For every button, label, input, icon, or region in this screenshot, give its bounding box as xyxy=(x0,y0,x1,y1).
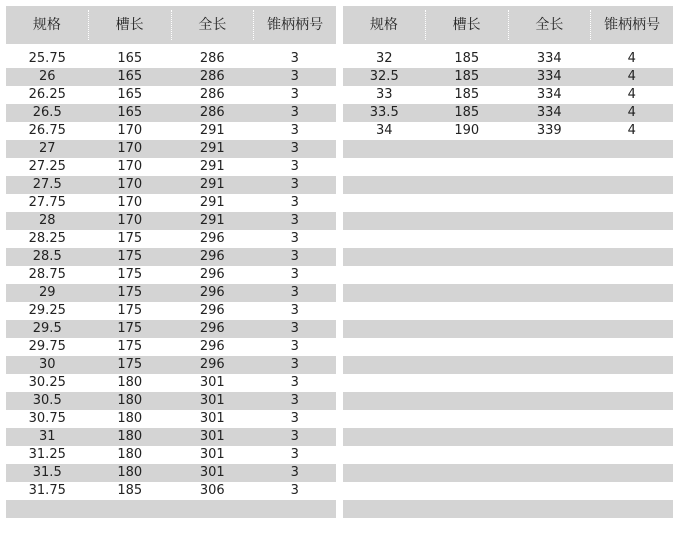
cell-taper-shank-no: 3 xyxy=(290,447,299,462)
cell-flute-length xyxy=(426,284,509,302)
cell-overall-length xyxy=(508,482,591,500)
cell-overall-length: 296 xyxy=(199,231,225,246)
cell-taper-shank-no xyxy=(591,464,674,482)
cell-flute-length: 185 xyxy=(454,105,480,120)
cell-flute-length xyxy=(426,248,509,266)
table-row xyxy=(343,68,673,86)
table-row xyxy=(6,446,336,464)
cell-overall-length xyxy=(508,446,591,464)
cell-overall-length: 301 xyxy=(199,375,225,390)
table-row xyxy=(6,302,336,320)
cell-spec: 31.25 xyxy=(28,447,66,462)
table-body xyxy=(6,50,336,518)
cell-flute-length xyxy=(426,338,509,356)
cell-overall-length: 286 xyxy=(199,51,225,66)
cell-spec xyxy=(343,482,426,500)
cell-spec xyxy=(343,338,426,356)
cell-spec: 30.25 xyxy=(28,375,66,390)
cell-taper-shank-no: 3 xyxy=(290,285,299,300)
cell-taper-shank-no: 3 xyxy=(290,69,299,84)
cell-flute-length: 170 xyxy=(117,159,143,174)
cell-spec xyxy=(343,284,426,302)
cell-overall-length: 301 xyxy=(199,465,225,480)
cell-spec: 33.5 xyxy=(369,105,399,120)
cell-flute-length: 175 xyxy=(117,303,143,318)
cell-spec: 32 xyxy=(375,51,393,66)
cell-taper-shank-no xyxy=(591,266,674,284)
cell-flute-length: 175 xyxy=(117,321,143,336)
cell-taper-shank-no xyxy=(591,176,674,194)
header-spec: 规格 xyxy=(6,10,89,40)
cell-taper-shank-no: 3 xyxy=(290,303,299,318)
table-row xyxy=(6,266,336,284)
table-row xyxy=(6,464,336,482)
cell-overall-length xyxy=(171,500,254,518)
cell-overall-length: 334 xyxy=(536,105,562,120)
cell-flute-length: 170 xyxy=(117,177,143,192)
cell-overall-length xyxy=(508,410,591,428)
cell-taper-shank-no: 3 xyxy=(290,411,299,426)
cell-spec: 28.25 xyxy=(28,231,66,246)
table-row xyxy=(6,428,336,446)
cell-overall-length: 291 xyxy=(199,141,225,156)
cell-flute-length xyxy=(426,230,509,248)
table-row xyxy=(343,428,673,446)
table-row xyxy=(6,50,336,68)
table-row xyxy=(6,104,336,122)
cell-taper-shank-no: 3 xyxy=(290,159,299,174)
header-taper-shank-no: 锥柄柄号 xyxy=(267,17,324,33)
cell-flute-length: 170 xyxy=(117,123,143,138)
cell-taper-shank-no: 3 xyxy=(290,195,299,210)
cell-overall-length: 334 xyxy=(536,51,562,66)
cell-spec: 26.75 xyxy=(28,123,66,138)
cell-taper-shank-no xyxy=(591,356,674,374)
cell-taper-shank-no: 3 xyxy=(290,483,299,498)
cell-taper-shank-no xyxy=(591,284,674,302)
cell-flute-length xyxy=(426,176,509,194)
cell-overall-length: 296 xyxy=(199,285,225,300)
cell-taper-shank-no xyxy=(591,500,674,518)
cell-spec: 29.75 xyxy=(28,339,66,354)
table-row xyxy=(343,176,673,194)
cell-flute-length xyxy=(426,500,509,518)
cell-flute-length: 180 xyxy=(117,447,143,462)
cell-flute-length: 165 xyxy=(117,69,143,84)
cell-spec xyxy=(6,500,89,518)
cell-spec: 28.75 xyxy=(28,267,66,282)
cell-flute-length: 185 xyxy=(454,69,480,84)
table-header xyxy=(6,6,336,44)
cell-spec: 27.5 xyxy=(32,177,62,192)
cell-spec xyxy=(343,194,426,212)
cell-spec xyxy=(343,464,426,482)
cell-overall-length xyxy=(508,356,591,374)
table-row xyxy=(343,482,673,500)
cell-spec: 28 xyxy=(38,213,56,228)
cell-overall-length: 296 xyxy=(199,357,225,372)
cell-spec xyxy=(343,392,426,410)
table-row xyxy=(343,284,673,302)
table-row xyxy=(343,158,673,176)
cell-flute-length: 180 xyxy=(117,429,143,444)
cell-overall-length: 286 xyxy=(199,69,225,84)
cell-taper-shank-no: 3 xyxy=(290,465,299,480)
cell-spec: 31 xyxy=(38,429,56,444)
cell-overall-length xyxy=(508,266,591,284)
table-row xyxy=(6,140,336,158)
cell-flute-length xyxy=(426,428,509,446)
table-row xyxy=(343,338,673,356)
cell-taper-shank-no xyxy=(591,482,674,500)
table-row xyxy=(6,374,336,392)
cell-flute-length: 180 xyxy=(117,393,143,408)
cell-spec: 34 xyxy=(375,123,393,138)
cell-taper-shank-no xyxy=(591,410,674,428)
cell-spec: 26.25 xyxy=(28,87,66,102)
cell-spec: 27.75 xyxy=(28,195,66,210)
table-row xyxy=(6,482,336,500)
cell-overall-length xyxy=(508,212,591,230)
table-row xyxy=(6,176,336,194)
cell-flute-length xyxy=(426,356,509,374)
cell-spec xyxy=(343,356,426,374)
cell-overall-length xyxy=(508,140,591,158)
table-row xyxy=(6,212,336,230)
cell-overall-length: 334 xyxy=(536,87,562,102)
cell-flute-length xyxy=(89,500,172,518)
cell-spec: 26.5 xyxy=(32,105,62,120)
cell-flute-length xyxy=(426,446,509,464)
table-row xyxy=(6,338,336,356)
cell-flute-length xyxy=(426,194,509,212)
cell-flute-length xyxy=(426,302,509,320)
cell-flute-length: 170 xyxy=(117,141,143,156)
table-row xyxy=(6,392,336,410)
cell-overall-length: 291 xyxy=(199,123,225,138)
cell-overall-length: 306 xyxy=(199,483,225,498)
table-row xyxy=(6,158,336,176)
cell-taper-shank-no xyxy=(591,392,674,410)
cell-overall-length: 296 xyxy=(199,339,225,354)
table-row xyxy=(343,392,673,410)
cell-flute-length xyxy=(426,392,509,410)
table-row xyxy=(343,212,673,230)
cell-flute-length: 175 xyxy=(117,231,143,246)
cell-taper-shank-no: 4 xyxy=(627,51,636,66)
table-row xyxy=(343,410,673,428)
cell-flute-length: 175 xyxy=(117,267,143,282)
table-row xyxy=(343,446,673,464)
cell-taper-shank-no xyxy=(254,500,337,518)
table-row xyxy=(343,464,673,482)
cell-flute-length: 175 xyxy=(117,339,143,354)
cell-taper-shank-no: 4 xyxy=(627,123,636,138)
cell-flute-length xyxy=(426,158,509,176)
cell-flute-length xyxy=(426,140,509,158)
table-row xyxy=(343,122,673,140)
cell-overall-length: 291 xyxy=(199,159,225,174)
cell-overall-length: 291 xyxy=(199,213,225,228)
cell-spec: 27.25 xyxy=(28,159,66,174)
right-spec-table xyxy=(343,6,673,518)
table-row xyxy=(343,320,673,338)
cell-flute-length xyxy=(426,410,509,428)
cell-spec: 27 xyxy=(38,141,56,156)
cell-taper-shank-no: 3 xyxy=(290,141,299,156)
cell-spec xyxy=(343,302,426,320)
cell-spec xyxy=(343,266,426,284)
header-taper-shank-no: 锥柄柄号 xyxy=(604,17,661,33)
header-spec: 规格 xyxy=(343,10,426,40)
cell-overall-length xyxy=(508,284,591,302)
cell-spec: 29.5 xyxy=(32,321,62,336)
cell-spec: 29.25 xyxy=(28,303,66,318)
cell-overall-length: 339 xyxy=(536,123,562,138)
cell-overall-length xyxy=(508,176,591,194)
cell-overall-length: 291 xyxy=(199,195,225,210)
cell-taper-shank-no: 4 xyxy=(627,87,636,102)
table-row xyxy=(6,248,336,266)
cell-overall-length: 286 xyxy=(199,87,225,102)
cell-taper-shank-no: 3 xyxy=(290,51,299,66)
cell-overall-length: 301 xyxy=(199,411,225,426)
cell-spec xyxy=(343,500,426,518)
cell-overall-length xyxy=(508,320,591,338)
cell-spec: 25.75 xyxy=(28,51,66,66)
cell-spec xyxy=(343,410,426,428)
cell-spec xyxy=(343,446,426,464)
cell-overall-length: 286 xyxy=(199,105,225,120)
table-row xyxy=(6,356,336,374)
table-row xyxy=(343,104,673,122)
cell-flute-length: 185 xyxy=(454,87,480,102)
cell-spec xyxy=(343,374,426,392)
table-row xyxy=(6,500,336,518)
cell-overall-length xyxy=(508,374,591,392)
table-row xyxy=(6,410,336,428)
cell-spec xyxy=(343,248,426,266)
table-row xyxy=(343,500,673,518)
cell-overall-length xyxy=(508,500,591,518)
table-header xyxy=(343,6,673,44)
cell-overall-length xyxy=(508,158,591,176)
table-row xyxy=(343,230,673,248)
cell-spec xyxy=(343,428,426,446)
cell-overall-length xyxy=(508,194,591,212)
header-flute-length: 槽长 xyxy=(426,10,509,40)
cell-flute-length: 190 xyxy=(454,123,480,138)
cell-taper-shank-no xyxy=(591,302,674,320)
cell-spec: 26 xyxy=(38,69,56,84)
table-row xyxy=(6,320,336,338)
cell-spec: 29 xyxy=(38,285,56,300)
cell-taper-shank-no xyxy=(591,338,674,356)
table-row xyxy=(6,284,336,302)
cell-taper-shank-no xyxy=(591,248,674,266)
cell-flute-length xyxy=(426,374,509,392)
cell-taper-shank-no: 4 xyxy=(627,69,636,84)
table-row xyxy=(6,122,336,140)
table-row xyxy=(343,248,673,266)
cell-flute-length: 175 xyxy=(117,249,143,264)
cell-spec: 30.75 xyxy=(28,411,66,426)
cell-flute-length: 175 xyxy=(117,357,143,372)
cell-taper-shank-no xyxy=(591,446,674,464)
cell-overall-length: 296 xyxy=(199,321,225,336)
cell-overall-length: 296 xyxy=(199,249,225,264)
cell-overall-length: 301 xyxy=(199,393,225,408)
table-row xyxy=(343,140,673,158)
cell-flute-length: 165 xyxy=(117,87,143,102)
cell-taper-shank-no: 3 xyxy=(290,267,299,282)
table-row xyxy=(343,356,673,374)
cell-taper-shank-no: 3 xyxy=(290,429,299,444)
cell-spec: 31.5 xyxy=(32,465,62,480)
cell-flute-length xyxy=(426,212,509,230)
cell-overall-length: 334 xyxy=(536,69,562,84)
cell-spec: 30.5 xyxy=(32,393,62,408)
cell-spec xyxy=(343,320,426,338)
table-row xyxy=(343,50,673,68)
header-overall-length: 全长 xyxy=(509,10,592,40)
cell-spec: 32.5 xyxy=(369,69,399,84)
cell-taper-shank-no: 3 xyxy=(290,357,299,372)
cell-spec xyxy=(343,176,426,194)
cell-taper-shank-no: 3 xyxy=(290,339,299,354)
cell-flute-length: 175 xyxy=(117,285,143,300)
cell-overall-length xyxy=(508,302,591,320)
cell-flute-length xyxy=(426,464,509,482)
cell-taper-shank-no: 3 xyxy=(290,321,299,336)
cell-taper-shank-no: 4 xyxy=(627,105,636,120)
cell-flute-length: 180 xyxy=(117,375,143,390)
cell-spec: 31.75 xyxy=(28,483,66,498)
cell-taper-shank-no: 3 xyxy=(290,375,299,390)
table-row xyxy=(343,86,673,104)
cell-spec xyxy=(343,212,426,230)
table-body xyxy=(343,50,673,518)
cell-flute-length: 185 xyxy=(454,51,480,66)
cell-spec xyxy=(343,140,426,158)
cell-taper-shank-no: 3 xyxy=(290,87,299,102)
cell-overall-length xyxy=(508,338,591,356)
cell-overall-length: 291 xyxy=(199,177,225,192)
cell-overall-length xyxy=(508,464,591,482)
cell-flute-length: 180 xyxy=(117,411,143,426)
cell-overall-length: 296 xyxy=(199,303,225,318)
cell-taper-shank-no xyxy=(591,158,674,176)
left-spec-table xyxy=(6,6,336,518)
cell-taper-shank-no xyxy=(591,140,674,158)
table-row xyxy=(343,374,673,392)
cell-overall-length xyxy=(508,248,591,266)
cell-taper-shank-no xyxy=(591,212,674,230)
cell-taper-shank-no: 3 xyxy=(290,393,299,408)
cell-taper-shank-no: 3 xyxy=(290,105,299,120)
table-row xyxy=(343,302,673,320)
table-row xyxy=(6,230,336,248)
cell-taper-shank-no: 3 xyxy=(290,123,299,138)
cell-spec xyxy=(343,230,426,248)
cell-taper-shank-no: 3 xyxy=(290,177,299,192)
table-row xyxy=(343,266,673,284)
cell-taper-shank-no: 3 xyxy=(290,231,299,246)
cell-taper-shank-no xyxy=(591,428,674,446)
cell-flute-length: 165 xyxy=(117,51,143,66)
cell-flute-length xyxy=(426,320,509,338)
cell-overall-length xyxy=(508,392,591,410)
cell-flute-length xyxy=(426,266,509,284)
cell-taper-shank-no: 3 xyxy=(290,249,299,264)
cell-taper-shank-no xyxy=(591,194,674,212)
cell-taper-shank-no xyxy=(591,374,674,392)
cell-flute-length: 185 xyxy=(117,483,143,498)
cell-taper-shank-no xyxy=(591,230,674,248)
cell-spec xyxy=(343,158,426,176)
header-overall-length: 全长 xyxy=(172,10,255,40)
cell-spec: 30 xyxy=(38,357,56,372)
cell-flute-length: 170 xyxy=(117,213,143,228)
cell-overall-length: 296 xyxy=(199,267,225,282)
cell-flute-length: 165 xyxy=(117,105,143,120)
cell-overall-length xyxy=(508,230,591,248)
cell-flute-length: 170 xyxy=(117,195,143,210)
table-row xyxy=(6,86,336,104)
cell-spec: 33 xyxy=(375,87,393,102)
cell-overall-length: 301 xyxy=(199,429,225,444)
cell-taper-shank-no xyxy=(591,320,674,338)
cell-spec: 28.5 xyxy=(32,249,62,264)
cell-taper-shank-no: 3 xyxy=(290,213,299,228)
table-row xyxy=(343,194,673,212)
cell-overall-length xyxy=(508,428,591,446)
header-flute-length: 槽长 xyxy=(89,10,172,40)
cell-flute-length: 180 xyxy=(117,465,143,480)
cell-flute-length xyxy=(426,482,509,500)
table-row xyxy=(6,68,336,86)
cell-overall-length: 301 xyxy=(199,447,225,462)
table-row xyxy=(6,194,336,212)
